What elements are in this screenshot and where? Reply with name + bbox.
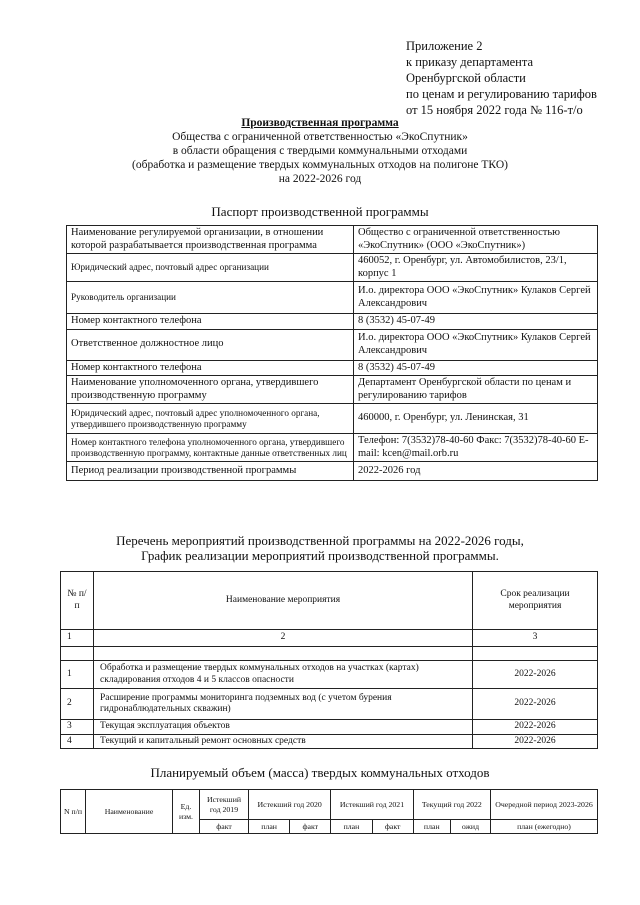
table-cell [94,647,473,661]
table-row [61,647,598,661]
table-cell: Общество с ограниченной ответственностью «ЭкоСпутник» (ООО «ЭкоСпутник») [354,226,598,254]
table-row [67,282,598,314]
table-cell: 1 [61,630,94,647]
table-row [67,314,598,330]
table-header-row [61,572,598,630]
program-line: (обработка и размещение твердых коммунальных отходов на полигоне ТКО) [132,159,508,171]
header-cell: Истекший год 2021 [331,790,413,820]
table-header-row [61,790,598,820]
table-row [61,689,598,720]
program-title-block [0,116,640,186]
table-cell: Наименование уполномоченного органа, утвердившего производственную программу [67,376,354,404]
table-row [61,734,598,749]
subheader-cell: план (ежегодно) [491,820,598,834]
program-line: Общества с ограниченной ответственностью «ЭкоСпутник» [172,131,468,143]
header-cell: Истекший год 2019 [200,790,249,820]
table-cell: Обработка и размещение твердых коммунальных отходов на участках (картах) складирования отходов 4 и 5 классов опасности [94,661,473,689]
table-cell: Текущая эксплуатация объектов [94,720,473,735]
header-cell: Наименование мероприятия [94,572,473,630]
table-cell: Номер контактного телефона уполномоченного органа, утвердившего производственную программу, контактные данные ответственных лиц [67,434,354,462]
table-cell: 2 [94,630,473,647]
table-row [67,360,598,376]
table-cell: Ответственное должностное лицо [67,329,354,360]
table-cell: 2022-2026 [473,734,598,749]
appendix-block [406,38,597,118]
subheader-cell: план [413,820,450,834]
appendix-line: к приказу департамента [406,55,534,69]
table-cell: 3 [473,630,598,647]
table-row [67,404,598,434]
header-cell: Наименование [86,790,173,834]
events-heading-1: Перечень мероприятий производственной программы на 2022-2026 годы, [116,533,524,548]
table-cell: 2022-2026 [473,661,598,689]
table-cell: Период реализации производственной программы [67,462,354,481]
appendix-line: по ценам и регулированию тарифов [406,87,597,101]
subheader-cell: ожид [450,820,490,834]
subheader-cell: факт [200,820,249,834]
table-cell: Юридический адрес, почтовый адрес организации [67,254,354,282]
subheader-cell: план [249,820,290,834]
header-cell: N п/п [61,790,86,834]
appendix-line: Приложение 2 [406,39,483,53]
table-row [61,661,598,689]
table-cell: И.о. директора ООО «ЭкоСпутник» Кулаков Сергей Александрович [354,282,598,314]
header-cell: Ед. изм. [173,790,200,834]
table-cell: Расширение программы мониторинга подземных вод (с учетом бурения гидронаблюдательных скважин) [94,689,473,720]
appendix-line: Оренбургской области [406,71,526,85]
table-cell [61,647,94,661]
subheader-cell: факт [290,820,331,834]
table-cell: Номер контактного телефона [67,314,354,330]
events-table [60,571,598,749]
table-cell: 8 (3532) 45-07-49 [354,314,598,330]
program-line: на 2022-2026 год [278,173,362,185]
table-row [67,329,598,360]
table-row [67,462,598,481]
volume-heading: Планируемый объем (масса) твердых коммунальных отходов [150,765,490,780]
header-cell: Срок реализации мероприятия [473,572,598,630]
table-cell: 3 [61,720,94,735]
subheader-cell: план [331,820,372,834]
table-row [61,630,598,647]
table-cell: 2022-2026 год [354,462,598,481]
program-title: Производственная программа [241,117,399,129]
table-cell: 460052, г. Оренбург, ул. Автомобилистов, 23/1, корпус 1 [354,254,598,282]
table-row [67,434,598,462]
appendix-line: от 15 ноября 2022 года № 116-т/о [406,103,583,117]
header-cell: Очередной период 2023-2026 [491,790,598,820]
table-cell: Текущий и капитальный ремонт основных средств [94,734,473,749]
passport-heading: Паспорт производственной программы [211,204,429,219]
table-cell: И.о. директора ООО «ЭкоСпутник» Кулаков Сергей Александрович [354,329,598,360]
program-line: в области обращения с твердыми коммунальными отходами [172,145,468,157]
table-cell: Руководитель организации [67,282,354,314]
table-cell: 2 [61,689,94,720]
table-cell: Юридический адрес, почтовый адрес уполномоченного органа, утвердившего производственную программу [67,404,354,434]
table-cell: 4 [61,734,94,749]
table-row [67,376,598,404]
table-cell: Телефон: 7(3532)78-40-60 Факс: 7(3532)78-40-60 E-mail: kcen@mail.orb.ru [354,434,598,462]
table-row [67,254,598,282]
header-cell: № п/п [61,572,94,630]
events-heading-2: График реализации мероприятий производственной программы. [141,548,499,563]
table-cell: 8 (3532) 45-07-49 [354,360,598,376]
passport-table [66,225,598,481]
table-cell: 2022-2026 [473,720,598,735]
table-cell: Департамент Оренбургской области по ценам и регулированию тарифов [354,376,598,404]
header-cell: Текущий год 2022 [413,790,490,820]
table-cell: Номер контактного телефона [67,360,354,376]
table-cell: Наименование регулируемой организации, в отношении которой разрабатывается производственная программа [67,226,354,254]
header-cell: Истекший год 2020 [249,790,331,820]
table-cell: 1 [61,661,94,689]
table-cell: 2022-2026 [473,689,598,720]
table-cell: 460000, г. Оренбург, ул. Ленинская, 31 [354,404,598,434]
table-row [67,226,598,254]
table-cell [473,647,598,661]
table-row [61,720,598,735]
subheader-cell: факт [372,820,413,834]
volume-table [60,789,598,834]
